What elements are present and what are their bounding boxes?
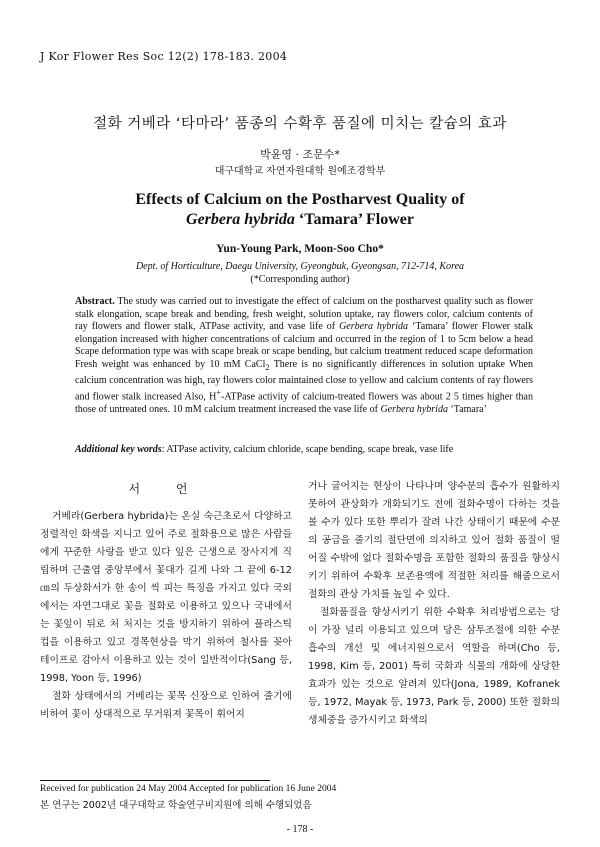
footnote-divider bbox=[40, 780, 270, 781]
english-affiliation: Dept. of Horticulture, Daegu University, Gyeongbuk, Gyeongsan, 712-714, Korea bbox=[135, 261, 465, 272]
abstract-text-1: The study was carried out to investigate the effect of calcium on the postharvest quality such as flower stalk elongation, scape break and bending, fresh weight, solution uptake, ray flowers color, calcium contents of ray flowers and flower stalk, ATPase activity, and vase life of bbox=[75, 296, 533, 333]
abstract bbox=[75, 296, 533, 417]
keywords bbox=[75, 444, 533, 455]
abstract-text-2: ‘Tamara’ flower Flower stalk elongation increased with higher concentrations of calcium and occurred in the region of 1 to 5cm below a head Scape deformation type was with scape break or scape bending, but calcium treatment reduced scape deformation Fresh weight was enhanced by 10 mM CaCl bbox=[75, 321, 533, 370]
abstract-text-4: -ATPase activity of calcium-treated flowers was about 2 5 times higher than those of untreated ones. 10 mM calcium treatment increased the vase life of bbox=[75, 391, 533, 416]
english-authors: Yun-Young Park, Moon-Soo Cho* bbox=[216, 243, 384, 255]
keywords-label: Additional key words bbox=[75, 444, 162, 455]
page-number: - 178 - bbox=[286, 824, 314, 835]
english-title-line2 bbox=[0, 210, 600, 230]
body-column-right bbox=[308, 478, 560, 730]
body-paragraph: 거베라(Gerbera hybrida)는 온실 숙근초로서 다양하고 정렬적인 화색을 지니고 있어 주로 절화용으로 많은 사람들에게 꾸준한 사랑을 받고 있다 잎은 근생으로 장사지게 직립하며 근출엽 중앙부에서 꽃대가 길게 나와 그 끝에 6-12㎝의 두상화서가 한 송이 씩 피는 특징을 가지고 있다 국외에서는 자연그대로 꽃을 절화로 이용하고 있으나 국내에서는 꽃잎이 뒤로 처 처지는 것을 방지하기 위하여 플라스틱 컵을 이용하고 있고 경목현상을 막기 위하여 철사를 꽂아 테이프로 감아서 이용하고 있는 것이 일반적이다(Sang 등, 1998, Yoon 등, 1996) bbox=[40, 511, 292, 684]
body-column-left bbox=[40, 478, 292, 724]
abstract-species-2: Gerbera hybrida bbox=[380, 404, 448, 416]
english-title bbox=[0, 190, 600, 230]
abstract-species-1: Gerbera hybrida bbox=[339, 321, 409, 333]
abstract-subscript: 2 bbox=[265, 362, 270, 372]
keywords-text: : ATPase activity, calcium chloride, scape bending, scape break, vase life bbox=[161, 444, 454, 455]
section-heading-introduction: 서 언 bbox=[128, 482, 204, 496]
abstract-label: Abstract. bbox=[75, 296, 115, 307]
korean-affiliation: 대구대학교 자연자원대학 원예조경학부 bbox=[214, 166, 386, 177]
abstract-superscript: + bbox=[216, 388, 222, 398]
korean-title: 절화 거베라 ‘타마라’ 품종의 수확후 품질에 미치는 칼슘의 효과 bbox=[93, 116, 507, 132]
body-paragraph: 거나 굽어지는 현상이 나타나며 양수분의 흡수가 원활하지 못하여 관상화가 개화되기도 전에 절화수명이 다하는 것을 볼 수가 있다 또한 뿌리가 잘려 나간 상태이기 때문에 수분의 공급을 줄기의 절단면에 의지하고 있어 절화 품질이 떨어질 수밖에 없다 절화수명을 포함한 절화의 품질을 향상시키기 위하여 수확후 보존용액에 적절한 처리를 해줌으로서 절화의 관상 가치를 높일 수 있다. bbox=[308, 481, 560, 600]
abstract-text-5: ‘Tamara’ bbox=[447, 404, 487, 416]
korean-authors: 박윤영 · 조문수* bbox=[260, 148, 340, 161]
abstract-text-3: There is no significantly differences in solution uptake When calcium concentration was high, ray flowers color maintained close to yellow and calcium contents of ray flowers and flower stalk increased Also, H bbox=[75, 358, 533, 403]
english-title-line1: Effects of Calcium on the Postharvest Quality of bbox=[135, 191, 465, 208]
journal-citation: J Kor Flower Res Soc 12(2) 178-183. 2004 bbox=[40, 50, 288, 63]
english-affiliation-block bbox=[0, 260, 600, 286]
footnote-received: Received for publication 24 May 2004 Accepted for publication 16 June 2004 bbox=[40, 784, 337, 794]
english-title-cultivar: ‘Tamara’ Flower bbox=[294, 211, 414, 228]
body-paragraph: 절화품질을 향상시키기 위한 수확후 처리방법으로는 당이 가장 널리 이용되고 있으며 당은 삼투조절에 의한 수분 흡수의 개선 및 에너지원으로서 역할을 하며(Cho 등, 1998, Kim 등, 2001) 특히 국화과 식물의 개화에 상당한 효과가 있는 것으로 알려져 있다(Jona, 1989, Kofranek 등, 1972, Mayak 등, 1973, Park 등, 2000) 또한 절화의 생체중을 증가시키고 화색의 bbox=[308, 607, 560, 726]
english-title-species: Gerbera hybrida bbox=[186, 211, 295, 228]
body-paragraph: 절화 상태에서의 거베리는 꽃목 신장으로 인하여 줄기에 비하여 꽃이 상대적으로 무거워져 꽃목이 휘어지 bbox=[40, 691, 292, 720]
footnote-funding: 본 연구는 2002년 대구대학교 학술연구비지원에 의해 수행되었음 bbox=[40, 800, 312, 811]
corresponding-author-note: (*Corresponding author) bbox=[250, 274, 350, 285]
